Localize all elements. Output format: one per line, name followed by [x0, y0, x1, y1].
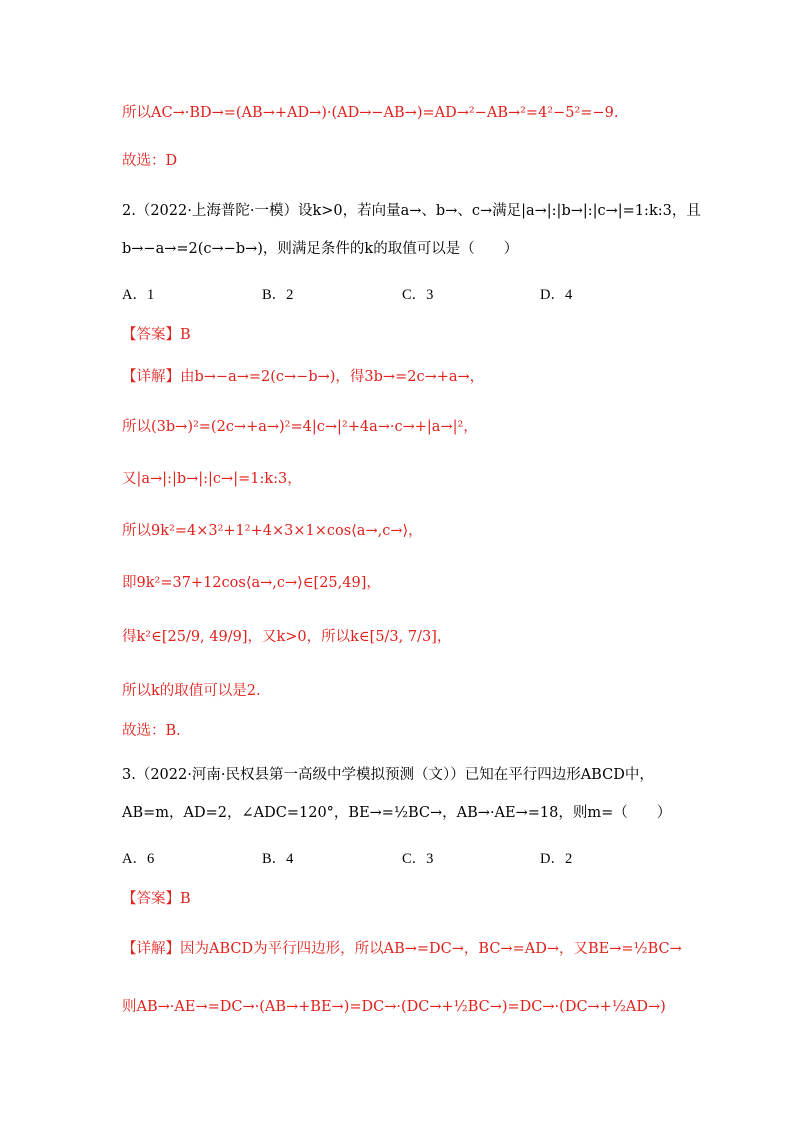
solution-q2-line-1: 【详解】由b→−a→=2(c→−b→)，得3b→=2c→+a→，: [122, 369, 485, 385]
solution-q2-line-6: 得k²∈[25/9, 49/9]，又k>0，所以k∈[5/3, 7/3]，: [122, 629, 452, 645]
question-3-line-2: AB=m，AD=2，∠ADC=120°，BE→=½BC→，AB→·AE→=18，则m=（ ）: [122, 805, 672, 821]
solution-q2-line-4: 所以9k²=4×3²+1²+4×3×1×cos⟨a→,c→⟩，: [122, 523, 423, 539]
question-2-line-1: 2.（2022·上海普陀·一模）设k>0，若向量a→、b→、c→满足|a→|:|b→|:|c→|=1:k:3，且: [122, 203, 701, 219]
solution-q3-line-1: 【详解】因为ABCD为平行四边形，所以AB→=DC→，BC→=AD→，又BE→=½BC→: [122, 941, 682, 957]
question-3-line-1: 3.（2022·河南·民权县第一高级中学模拟预测（文））已知在平行四边形ABCD中，: [122, 767, 654, 783]
final-choice-q2: 故选：B.: [122, 723, 181, 739]
answer-q2: 【答案】B: [122, 327, 191, 343]
option-2-c: C．3: [402, 287, 434, 303]
solution-q3-line-2: 则AB→·AE→=DC→·(AB→+BE→)=DC→·(DC→+½BC→)=DC→·(DC→+½AD→): [122, 999, 666, 1015]
option-2-a: A．1: [122, 287, 155, 303]
solution-q2-line-2: 所以(3b→)²=(2c→+a→)²=4|c→|²+4a→·c→+|a→|²，: [122, 419, 478, 435]
option-3-d: D．2: [540, 851, 573, 867]
solution-q2-line-7: 所以k的取值可以是2.: [122, 683, 261, 699]
option-3-c: C．3: [402, 851, 434, 867]
answer-q3: 【答案】B: [122, 891, 191, 907]
option-2-d: D．4: [540, 287, 573, 303]
solution-q2-line-3: 又|a→|:|b→|:|c→|=1:k:3，: [122, 471, 302, 487]
final-choice-q1: 故选：D: [122, 153, 178, 169]
question-2-line-2: b→−a→=2(c→−b→)，则满足条件的k的取值可以是（ ）: [122, 241, 519, 257]
option-2-b: B．2: [262, 287, 294, 303]
solution-line-1: 所以AC→·BD→=(AB→+AD→)·(AD→−AB→)=AD→²−AB→²=4²−5²=−9.: [122, 105, 619, 121]
solution-q2-line-5: 即9k²=37+12cos⟨a→,c→⟩∈[25,49]，: [122, 575, 381, 591]
option-3-b: B．4: [262, 851, 294, 867]
option-3-a: A．6: [122, 851, 155, 867]
